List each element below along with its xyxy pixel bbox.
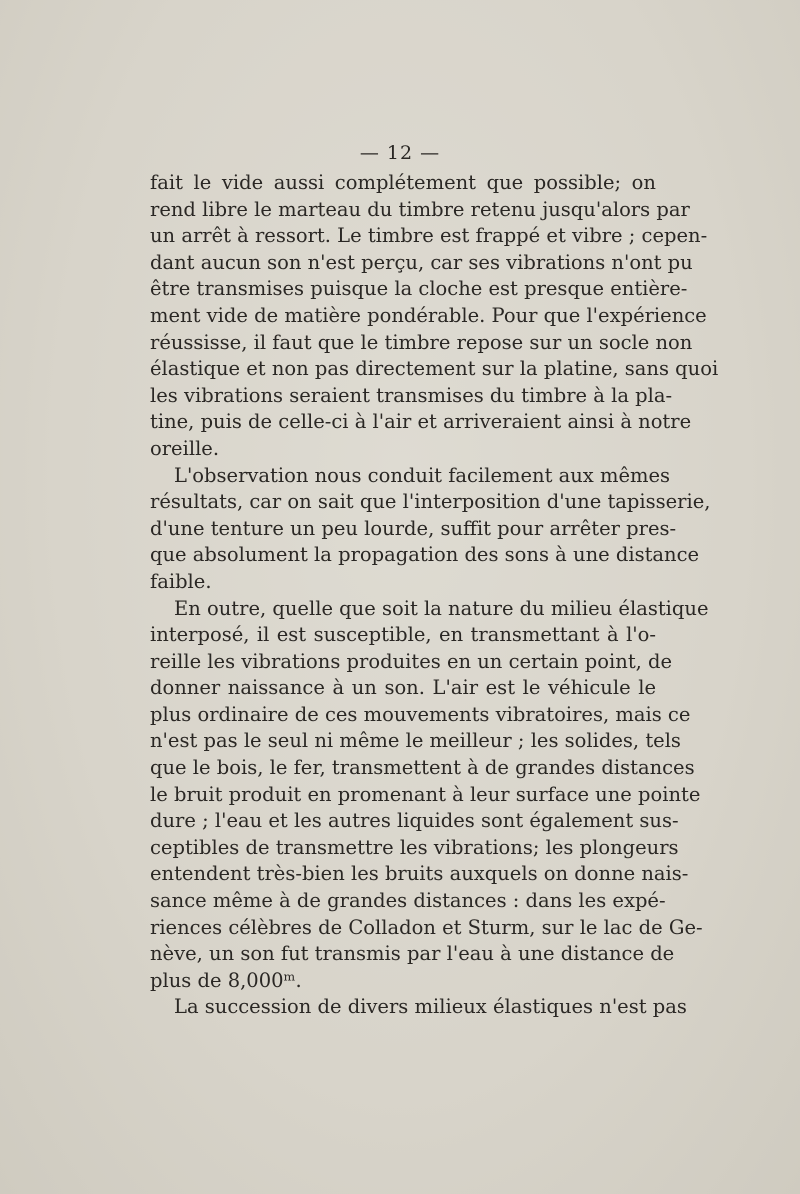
text-line: fait le vide aussi complétement que possible; on xyxy=(150,171,656,194)
text-line: les vibrations seraient transmises du timbre à la pla- xyxy=(150,383,673,407)
text-line: oreille. xyxy=(150,436,220,460)
text-line: n'est pas le seul ni même le meilleur ; les solides, tels xyxy=(150,729,681,753)
text-line: que le bois, le fer, transmettent à de grandes distances xyxy=(150,756,695,780)
text-line: rend libre le marteau du timbre retenu jusqu'alors par xyxy=(150,197,690,221)
text-line: interposé, il est susceptible, en transmettant à l'o- xyxy=(150,623,656,647)
text-line: ment vide de matière pondérable. Pour que l'expérience xyxy=(150,303,707,327)
text-line: plus de 8,000ᵐ. xyxy=(150,968,302,992)
text-line: que absolument la propagation des sons à une distance xyxy=(150,543,700,567)
text-line: être transmises puisque la cloche est presque entière- xyxy=(150,277,688,301)
text-line: reille les vibrations produites en un certain point, de xyxy=(150,649,673,673)
text-line: entendent très-bien les bruits auxquels on donne nais- xyxy=(150,862,689,886)
text-line: nève, un son fut transmis par l'eau à une distance de xyxy=(150,942,675,966)
text-line: plus ordinaire de ces mouvements vibratoires, mais ce xyxy=(150,702,691,726)
text-line: sance même à de grandes distances : dans les expé- xyxy=(150,889,666,913)
text-line: donner naissance à un son. L'air est le véhicule le xyxy=(150,676,656,700)
page-number: — 12 — xyxy=(359,142,441,164)
text-line: le bruit produit en promenant à leur surface une pointe xyxy=(150,782,701,806)
body-text xyxy=(150,170,719,1021)
text-line: d'une tenture un peu lourde, suffit pour arrêter pres- xyxy=(150,516,677,540)
text-line: L'observation nous conduit facilement aux mêmes xyxy=(174,463,671,487)
text-line: faible. xyxy=(150,569,212,593)
text-line: ceptibles de transmettre les vibrations; les plongeurs xyxy=(150,835,679,859)
text-line: riences célèbres de Colladon et Sturm, sur le lac de Ge- xyxy=(150,915,703,939)
text-line: élastique et non pas directement sur la platine, sans quoi xyxy=(150,357,719,381)
text-line: La succession de divers milieux élastiques n'est pas xyxy=(174,995,687,1019)
text-line: dure ; l'eau et les autres liquides sont également sus- xyxy=(150,809,679,833)
text-line: En outre, quelle que soit la nature du milieu élastique xyxy=(174,596,709,620)
text-line: résultats, car on sait que l'interposition d'une tapisserie, xyxy=(150,490,711,514)
text-line: dant aucun son n'est perçu, car ses vibrations n'ont pu xyxy=(150,250,693,274)
text-line: tine, puis de celle-ci à l'air et arriveraient ainsi à notre xyxy=(150,410,692,434)
text-line: un arrêt à ressort. Le timbre est frappé et vibre ; cepen- xyxy=(150,224,708,248)
text-line: réussisse, il faut que le timbre repose sur un socle non xyxy=(150,330,693,354)
